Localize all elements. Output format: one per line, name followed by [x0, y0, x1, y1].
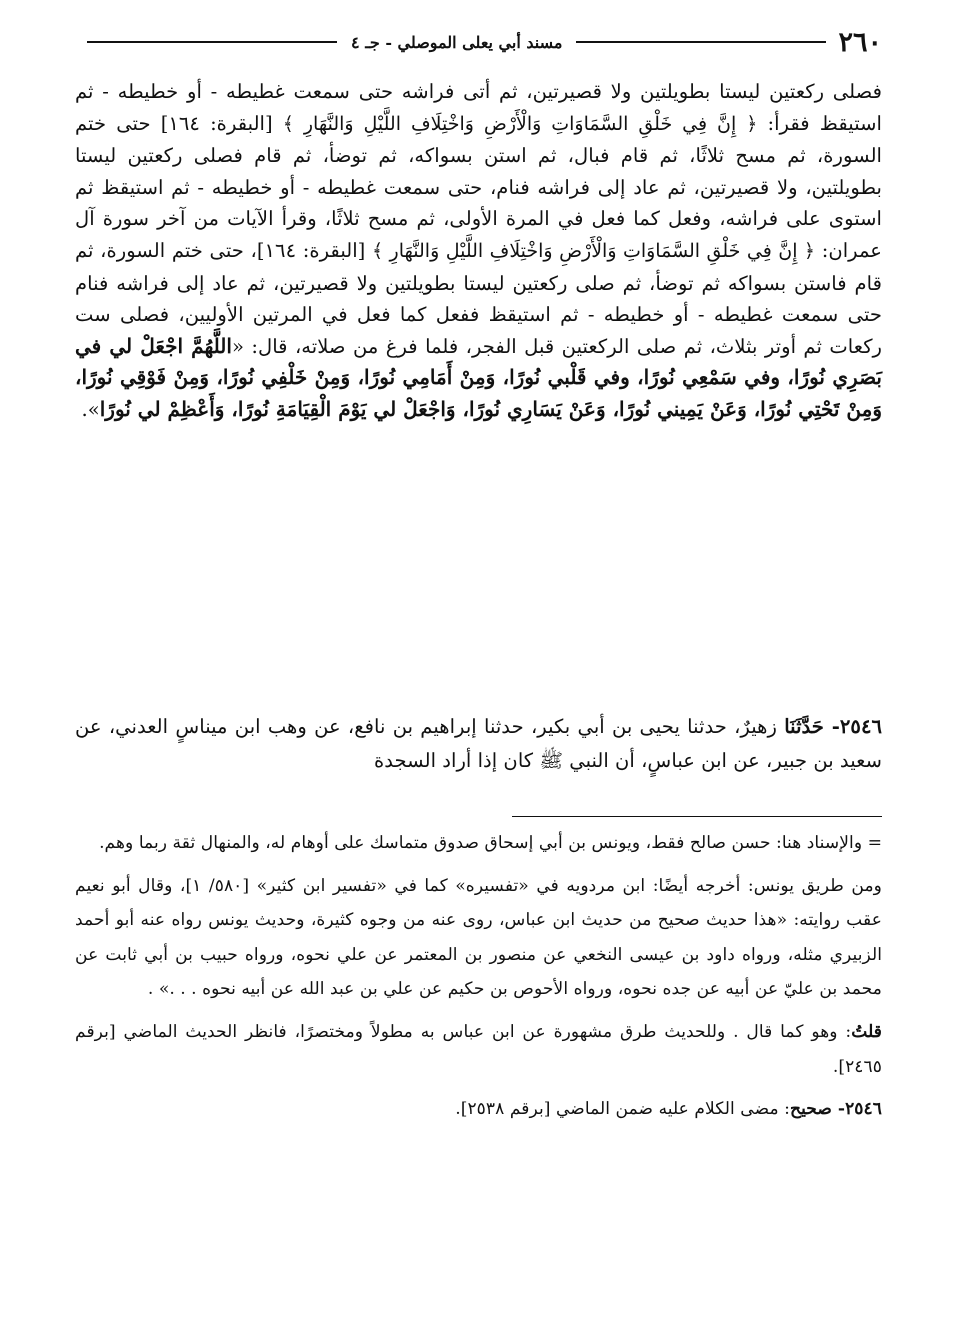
running-header [75, 24, 882, 60]
footnote-text: : وهو كما قال . وللحديث طرق مشهورة عن ابن عباس به مطولاً ومختصرًا، فانظر الحديث الماضي [برقم ٢٤٦٥]. [75, 1021, 882, 1077]
qult-label: قلتُ [851, 1021, 882, 1042]
footnote-paragraph: = والإسناد هنا: حسن صالح فقط، ويونس بن أبي إسحاق صدوق متماسك على أوهام له، والمنهال ثقة ربما وهم. [99, 833, 882, 853]
footnote-paragraph [75, 1015, 882, 1084]
header-rule [87, 41, 337, 43]
narrative-text: فصلى ركعتين ليستا بطويلتين ولا قصيرتين، ثم أتى فراشه حتى سمعت غطيطه - أو خطيطه - ثم استيقظ فقرأ: [75, 80, 882, 135]
quran-verse: ﴿ إِنَّ فِي خَلْقِ السَّمَاوَاتِ وَالْأَرْضِ وَاخْتِلَافِ اللَّيْلِ وَالنَّهَارِ ﴾ [282, 112, 758, 135]
footnote-paragraph: ومن طريق يونس: أخرجه أيضًا: ابن مردويه في «تفسيره» كما في «تفسير ابن كثير» [٥٨٠/ ١]، وقال أبو نعيم عقب روايته: «هذا حديث صحيح من حديث ابن عباس، روى عنه من وجوه كثيرة، وحديث يونس رواه عنه أبو أحمد الزبيري مثله، ورواه داود بن عيسى النخعي عن منصور بن المعتمر عن علي نحوه، ورواه حبيب بن أبي ثابت عن محمد بن عليّ عن أبيه عن جده نحوه، ورواه الأحوص بن حكيم عن علي بن عبد الله عن أبيه نحوه . . .» . [75, 875, 882, 1000]
page-number: ٢٦٠ [838, 26, 882, 58]
grading-label: ٢٥٤٦- صحيح [789, 1099, 882, 1120]
hadith-entry [75, 710, 882, 778]
footnote-paragraph [75, 1092, 882, 1127]
narrative-text: [البقرة: ١٦٤]، حتى ختم السورة، ثم قام فاستن بسواكه ثم توضأ، ثم صلى ركعتين ليستا بطويلتين ولا قصيرتين، ثم عاد إلى فراشه فنام حتى سمعت غطيطه - أو خطيطه - ثم استيقظ ففعل كما فعل في المرتين الأوليين، فصلى ست ركعات ثم أوتر بثلاث، ثم صلى الركعتين قبل الفجر، فلما فرغ من صلاته، قال: « [75, 238, 882, 358]
header-rule [576, 41, 826, 43]
footnote-text: : مضى الكلام عليه ضمن الماضي [برقم ٢٥٣٨]. [455, 1099, 790, 1120]
book-title: مسند أبي يعلى الموصلي - جـ ٤ [351, 32, 563, 52]
hadith-lead: حَدَّثَنَا [784, 715, 824, 738]
main-text [75, 76, 882, 706]
footnote-separator [512, 816, 882, 817]
narrative-text: ». [81, 397, 100, 421]
hadith-number: ٢٥٤٦ [839, 715, 882, 738]
quran-verse: ﴿ إِنَّ فِي خَلْقِ السَّمَاوَاتِ وَالْأَرْضِ وَاخْتِلَافِ اللَّيْلِ وَالنَّهَارِ ﴾ [371, 239, 816, 262]
main-paragraph [75, 76, 882, 426]
supplication-text: اللَّهُمَّ اجْعَلْ لي في بَصَرِي نُورًا، وفي سَمْعِي نُورًا، وفي قَلْبي نُورًا، وَمِنْ أَمَامِي نُورًا، وَمِنْ خَلْفِي نُورًا، وَمِنْ فَوْقِي نُورًا، وَمِنْ تَحْتِي نُورًا، وَعَنْ يَمِيني نُورًا، وَعَنْ يَسَارِي نُورًا، وَاجْعَلْ لي يَوْمَ الْقِيَامَةِ نُورًا، وَأَعْظِمْ لي نُورًا [75, 333, 882, 421]
hadith-text: زهيرٌ، حدثنا يحيى بن أبي بكير، حدثنا إبراهيم بن نافع، عن وهب ابن ميناسٍ العدني، عن سعيد بن جبير، عن ابن عباسٍ، أن النبي ﷺ كان إذا أراد السجدة [75, 715, 882, 772]
hadith-paragraph: ٢٥٤٦- حَدَّثَنَا زهيرٌ، حدثنا يحيى بن أبي بكير، حدثنا إبراهيم بن نافع، عن وهب ابن ميناسٍ العدني، عن سعيد بن جبير، عن ابن عباسٍ، أن النبي ﷺ كان إذا أراد السجدة [75, 715, 882, 772]
footnotes [75, 826, 882, 1127]
narrative-text: [البقرة: ١٦٤] حتى ختم السورة، ثم مسح ثلاثًا، ثم قام فبال، ثم استن بسواكه، ثم توضأ، ثم قام فصلى ركعتين ليستا بطويلتين، ولا قصيرتين، ثم عاد إلى فراشه فنام، حتى سمعت غطيطه - أو خطيطه - ثم استيقظ ثم استوى على فراشه، وفعل كما فعل في المرة الأولى، ثم مسح ثلاثًا، وقرأ الآيات من آخر سورة آل عمران: [75, 111, 882, 262]
